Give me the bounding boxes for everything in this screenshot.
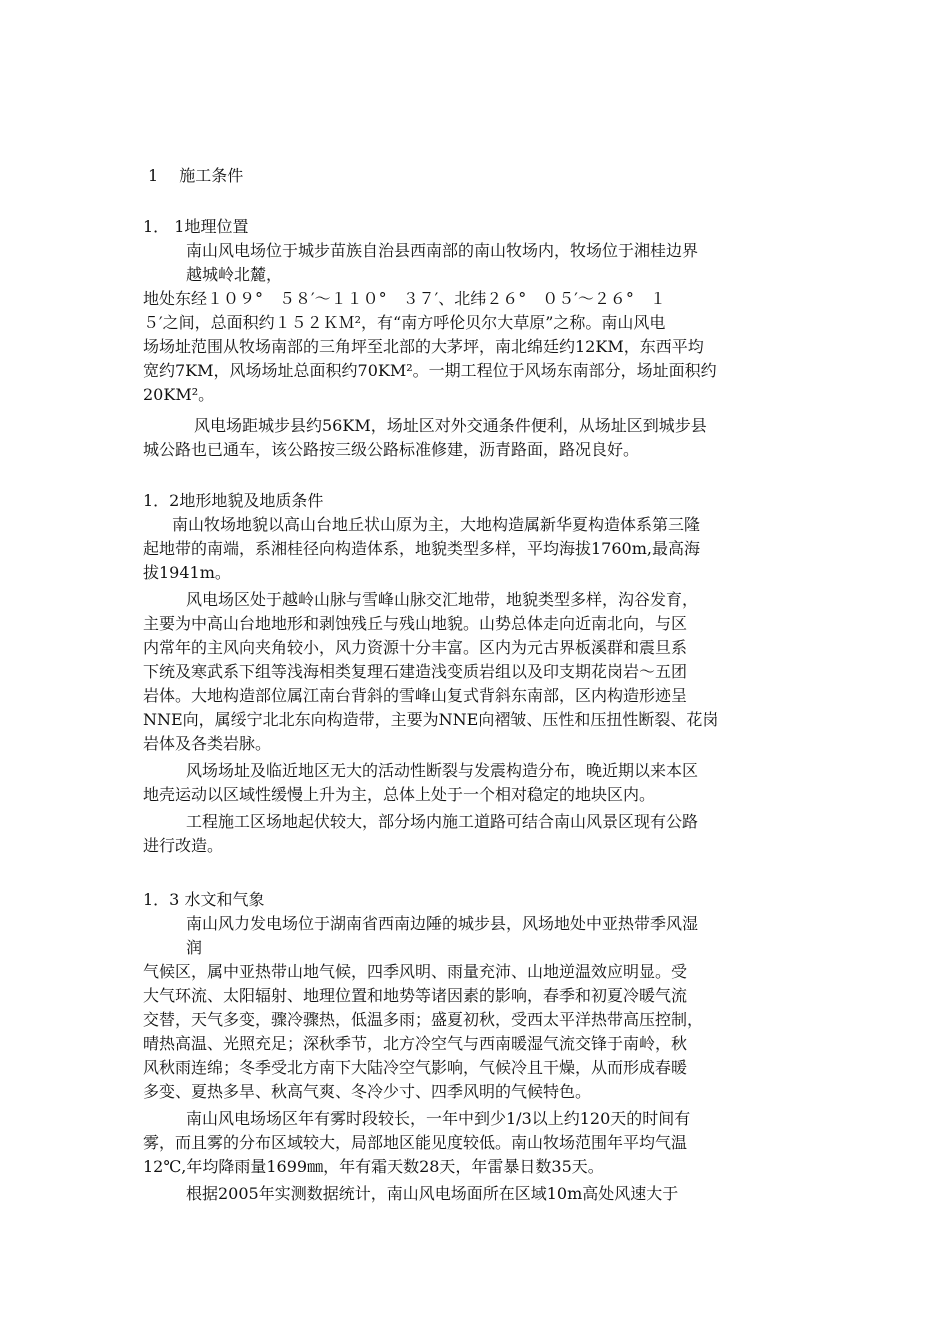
text-line: 城公路也已通车，该公路按三级公路标准修建，沥青路面，路况良好。 — [143, 440, 640, 459]
text-line: 宽约7KM，风场场址总面积约70KM²。一期工程位于风场东南部分，场址面积约 — [143, 361, 717, 380]
text-line: 工程施工区场地起伏较大，部分场内施工道路可结合南山风景区现有公路 — [186, 812, 699, 831]
text-line: 进行改造。 — [143, 836, 224, 855]
text-line: 1．2地形地貌及地质条件 — [143, 491, 324, 510]
text-line: 1． 1地理位置 — [143, 217, 249, 236]
text-line: 南山牧场地貌以高山台地丘状山原为主，大地构造属新华夏构造体系第三隆 — [172, 515, 701, 534]
text-line: 12℃,年均降雨量1699㎜，年有霜天数28天，年雷暴日数35天。 — [143, 1157, 604, 1176]
text-line: 越城岭北麓， — [186, 265, 283, 284]
text-line: 20KM²。 — [143, 385, 215, 404]
text-line: 风电场距城步县约56KM，场址区对外交通条件便利，从场址区到城步县 — [194, 416, 707, 435]
text-line: 多变、夏热多旱、秋高气爽、冬冷少寸、四季风明的气候特色。 — [143, 1082, 592, 1101]
text-line: 场场址范围从牧场南部的三角坪至北部的大茅坪，南北绵廷约12KM，东西平均 — [143, 337, 704, 356]
text-line: 风场场址及临近地区无大的活动性断裂与发震构造分布，晚近期以来本区 — [186, 761, 699, 780]
text-line: 南山风电场场区年有雾时段较长，一年中到少1/3以上约120天的时间有 — [186, 1109, 691, 1128]
text-line: 晴热高温、光照充足；深秋季节，北方冷空气与西南暖湿气流交锋于南岭，秋 — [143, 1034, 688, 1053]
text-line: NNE向，属绥宁北北东向构造带，主要为NNE向褶皱、压性和压扭性断裂、花岗 — [143, 710, 719, 729]
text-line: 起地带的南端，系湘桂径向构造体系，地貌类型多样，平均海拔1760m,最高海 — [143, 539, 700, 558]
text-line: 1 施工条件 — [148, 166, 244, 185]
text-line: 气候区，属中亚热带山地气候，四季风明、雨量充沛、山地逆温效应明显。受 — [143, 962, 688, 981]
text-line: 地壳运动以区域性缓慢上升为主，总体上处于一个相对稳定的地块区内。 — [143, 785, 656, 804]
text-line: 风电场区处于越岭山脉与雪峰山脉交汇地带，地貌类型多样，沟谷发育， — [186, 590, 699, 609]
text-line: 岩体及各类岩脉。 — [143, 734, 272, 753]
text-line: 拔1941m。 — [143, 563, 231, 582]
text-line: 内常年的主风向夹角较小，风力资源十分丰富。区内为元古界板溪群和震旦系 — [143, 638, 688, 657]
text-line: 1．3 水文和气象 — [143, 890, 265, 909]
text-line: 岩体。大地构造部位属江南台背斜的雪峰山复式背斜东南部，区内构造形迹呈 — [143, 686, 688, 705]
text-line: 润 — [186, 938, 203, 957]
text-line: 下统及寒武系下组等浅海相类复理石建造浅变质岩组以及印支期花岗岩～五团 — [143, 662, 688, 681]
text-line: 风秋雨连绵；冬季受北方南下大陆冷空气影响，气候冷且干燥，从而形成春暖 — [143, 1058, 688, 1077]
text-line: 大气环流、太阳辐射、地理位置和地势等诸因素的影响，春季和初夏冷暖气流 — [143, 986, 688, 1005]
text-line: 主要为中高山台地地形和剥蚀残丘与残山地貌。山势总体走向近南北向，与区 — [143, 614, 688, 633]
text-line: 交替，天气多变，骤冷骤热，低温多雨；盛夏初秋，受西太平洋热带高压控制， — [143, 1010, 704, 1029]
text-line: 雾，而且雾的分布区域较大，局部地区能见度较低。南山牧场范围年平均气温 — [143, 1133, 688, 1152]
text-line: ５′之间，总面积约１５２ＫＭ²，有“南方呼伦贝尔大草原”之称。南山风电 — [143, 313, 666, 332]
text-line: 南山风电场位于城步苗族自治县西南部的南山牧场内，牧场位于湘桂边界 — [186, 241, 699, 260]
text-line: 地处东经１０９° ５８′～１１０° ３７′、北纬２６° ０５′～２６° １ — [143, 289, 666, 308]
text-line: 根据2005年实测数据统计，南山风电场面所在区域10m高处风速大于 — [186, 1184, 679, 1203]
text-line: 南山风力发电场位于湖南省西南边陲的城步县，风场地处中亚热带季风湿 — [186, 914, 699, 933]
